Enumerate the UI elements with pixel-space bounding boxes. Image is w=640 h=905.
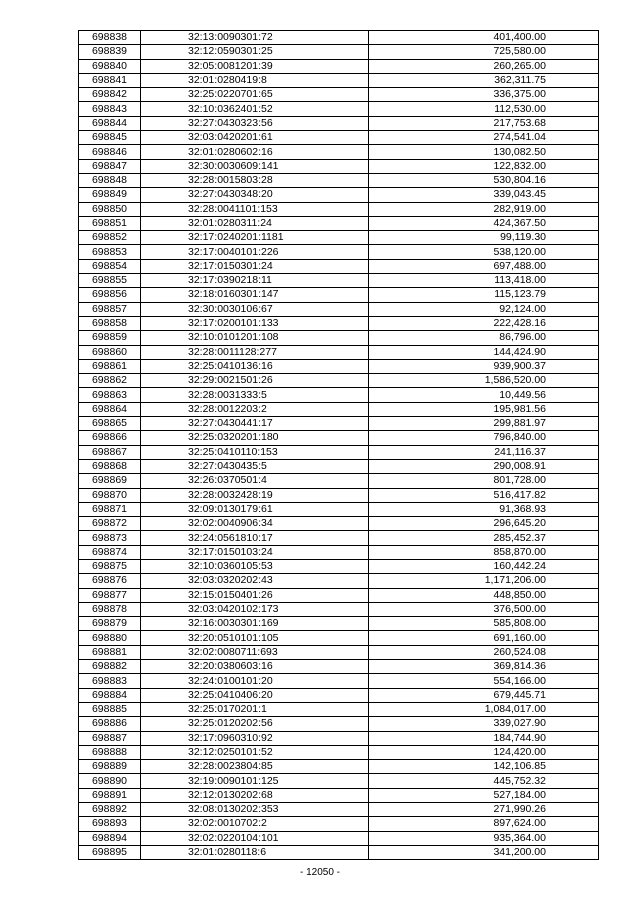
record-number-cell: 698859 xyxy=(79,331,141,345)
table-row xyxy=(79,302,599,316)
record-number-cell: 698838 xyxy=(79,31,141,45)
cadastral-number-cell: 32:24:0561810:17 xyxy=(141,531,369,545)
table-row xyxy=(79,717,599,731)
amount-cell: 897,624.00 xyxy=(369,817,599,831)
cadastral-number-cell: 32:27:0430441:17 xyxy=(141,417,369,431)
record-number-cell: 698895 xyxy=(79,845,141,859)
amount-cell: 142,106.85 xyxy=(369,760,599,774)
table-row xyxy=(79,402,599,416)
record-number-cell: 698871 xyxy=(79,502,141,516)
cadastral-number-cell: 32:28:0041101:153 xyxy=(141,202,369,216)
record-number-cell: 698860 xyxy=(79,345,141,359)
record-number-cell: 698894 xyxy=(79,831,141,845)
table-row xyxy=(79,159,599,173)
record-number-cell: 698847 xyxy=(79,159,141,173)
table-row xyxy=(79,702,599,716)
record-number-cell: 698843 xyxy=(79,102,141,116)
record-number-cell: 698844 xyxy=(79,116,141,130)
amount-cell: 271,990.26 xyxy=(369,803,599,817)
cadastral-number-cell: 32:10:0362401:52 xyxy=(141,102,369,116)
amount-cell: 241,116.37 xyxy=(369,445,599,459)
cadastral-number-cell: 32:28:0012203:2 xyxy=(141,402,369,416)
table-row xyxy=(79,831,599,845)
record-number-cell: 698876 xyxy=(79,574,141,588)
cadastral-number-cell: 32:25:0320201:180 xyxy=(141,431,369,445)
record-number-cell: 698864 xyxy=(79,402,141,416)
amount-cell: 184,744.90 xyxy=(369,731,599,745)
amount-cell: 401,400.00 xyxy=(369,31,599,45)
record-number-cell: 698866 xyxy=(79,431,141,445)
table-row xyxy=(79,388,599,402)
cadastral-number-cell: 32:30:0030106:67 xyxy=(141,302,369,316)
table-row xyxy=(79,545,599,559)
record-number-cell: 698854 xyxy=(79,259,141,273)
table-row xyxy=(79,131,599,145)
amount-cell: 299,881.97 xyxy=(369,417,599,431)
cadastral-number-cell: 32:24:0100101:20 xyxy=(141,674,369,688)
record-number-cell: 698887 xyxy=(79,731,141,745)
amount-cell: 369,814.36 xyxy=(369,660,599,674)
cadastral-number-cell: 32:17:0150103:24 xyxy=(141,545,369,559)
record-number-cell: 698872 xyxy=(79,517,141,531)
amount-cell: 725,580.00 xyxy=(369,45,599,59)
amount-cell: 376,500.00 xyxy=(369,602,599,616)
cadastral-number-cell: 32:13:0090301:72 xyxy=(141,31,369,45)
record-number-cell: 698870 xyxy=(79,488,141,502)
cadastral-number-cell: 32:28:0031333:5 xyxy=(141,388,369,402)
record-number-cell: 698882 xyxy=(79,660,141,674)
table-row xyxy=(79,231,599,245)
table-row xyxy=(79,45,599,59)
amount-cell: 801,728.00 xyxy=(369,474,599,488)
table-row xyxy=(79,216,599,230)
cadastral-number-cell: 32:17:0200101:133 xyxy=(141,316,369,330)
amount-cell: 339,043.45 xyxy=(369,188,599,202)
amount-cell: 554,166.00 xyxy=(369,674,599,688)
table-row xyxy=(79,331,599,345)
table-row xyxy=(79,245,599,259)
cadastral-number-cell: 32:30:0030609:141 xyxy=(141,159,369,173)
amount-cell: 935,364.00 xyxy=(369,831,599,845)
table-row xyxy=(79,459,599,473)
record-number-cell: 698867 xyxy=(79,445,141,459)
table-row xyxy=(79,374,599,388)
amount-cell: 1,084,017.00 xyxy=(369,702,599,716)
amount-cell: 336,375.00 xyxy=(369,88,599,102)
record-number-cell: 698881 xyxy=(79,645,141,659)
record-number-cell: 698869 xyxy=(79,474,141,488)
record-number-cell: 698890 xyxy=(79,774,141,788)
amount-cell: 424,367.50 xyxy=(369,216,599,230)
table-row xyxy=(79,188,599,202)
amount-cell: 290,008.91 xyxy=(369,459,599,473)
record-number-cell: 698892 xyxy=(79,803,141,817)
cadastral-number-cell: 32:17:0040101:226 xyxy=(141,245,369,259)
record-number-cell: 698891 xyxy=(79,788,141,802)
record-number-cell: 698873 xyxy=(79,531,141,545)
amount-cell: 527,184.00 xyxy=(369,788,599,802)
record-number-cell: 698862 xyxy=(79,374,141,388)
amount-cell: 516,417.82 xyxy=(369,488,599,502)
cadastral-number-cell: 32:05:0081201:39 xyxy=(141,59,369,73)
amount-cell: 538,120.00 xyxy=(369,245,599,259)
table-row xyxy=(79,202,599,216)
cadastral-number-cell: 32:01:0280311:24 xyxy=(141,216,369,230)
cadastral-number-cell: 32:01:0280602:16 xyxy=(141,145,369,159)
amount-cell: 130,082.50 xyxy=(369,145,599,159)
cadastral-number-cell: 32:17:0390218:11 xyxy=(141,274,369,288)
cadastral-number-cell: 32:03:0420201:61 xyxy=(141,131,369,145)
cadastral-number-cell: 32:26:0370501:4 xyxy=(141,474,369,488)
table-row xyxy=(79,102,599,116)
cadastral-number-cell: 32:29:0021501:26 xyxy=(141,374,369,388)
amount-cell: 222,428.16 xyxy=(369,316,599,330)
ledger-body xyxy=(79,31,599,860)
cadastral-number-cell: 32:17:0150301:24 xyxy=(141,259,369,273)
cadastral-number-cell: 32:28:0023804:85 xyxy=(141,760,369,774)
table-row xyxy=(79,173,599,187)
table-row xyxy=(79,660,599,674)
amount-cell: 362,311.75 xyxy=(369,73,599,87)
cadastral-number-cell: 32:27:0430348:20 xyxy=(141,188,369,202)
table-row xyxy=(79,31,599,45)
table-row xyxy=(79,803,599,817)
cadastral-number-cell: 32:08:0130202:353 xyxy=(141,803,369,817)
cadastral-number-cell: 32:09:0130179:61 xyxy=(141,502,369,516)
record-number-cell: 698849 xyxy=(79,188,141,202)
cadastral-number-cell: 32:27:0430323:56 xyxy=(141,116,369,130)
amount-cell: 939,900.37 xyxy=(369,359,599,373)
table-row xyxy=(79,745,599,759)
record-number-cell: 698863 xyxy=(79,388,141,402)
amount-cell: 448,850.00 xyxy=(369,588,599,602)
cadastral-number-cell: 32:25:0170201:1 xyxy=(141,702,369,716)
cadastral-number-cell: 32:03:0420102:173 xyxy=(141,602,369,616)
cadastral-number-cell: 32:25:0410110:153 xyxy=(141,445,369,459)
cadastral-number-cell: 32:27:0430435:5 xyxy=(141,459,369,473)
cadastral-number-cell: 32:12:0590301:25 xyxy=(141,45,369,59)
amount-cell: 530,804.16 xyxy=(369,173,599,187)
record-number-cell: 698852 xyxy=(79,231,141,245)
record-number-cell: 698886 xyxy=(79,717,141,731)
table-row xyxy=(79,602,599,616)
amount-cell: 274,541.04 xyxy=(369,131,599,145)
amount-cell: 285,452.37 xyxy=(369,531,599,545)
record-number-cell: 698893 xyxy=(79,817,141,831)
record-number-cell: 698865 xyxy=(79,417,141,431)
record-number-cell: 698861 xyxy=(79,359,141,373)
record-number-cell: 698845 xyxy=(79,131,141,145)
record-number-cell: 698889 xyxy=(79,760,141,774)
table-row xyxy=(79,145,599,159)
table-row xyxy=(79,417,599,431)
amount-cell: 217,753.68 xyxy=(369,116,599,130)
record-number-cell: 698875 xyxy=(79,559,141,573)
record-number-cell: 698879 xyxy=(79,617,141,631)
table-row xyxy=(79,574,599,588)
amount-cell: 195,981.56 xyxy=(369,402,599,416)
amount-cell: 585,808.00 xyxy=(369,617,599,631)
cadastral-number-cell: 32:25:0220701:65 xyxy=(141,88,369,102)
amount-cell: 339,027.90 xyxy=(369,717,599,731)
amount-cell: 691,160.00 xyxy=(369,631,599,645)
record-number-cell: 698885 xyxy=(79,702,141,716)
cadastral-number-cell: 32:02:0220104:101 xyxy=(141,831,369,845)
record-number-cell: 698850 xyxy=(79,202,141,216)
amount-cell: 124,420.00 xyxy=(369,745,599,759)
record-number-cell: 698846 xyxy=(79,145,141,159)
table-row xyxy=(79,274,599,288)
table-row xyxy=(79,845,599,859)
table-row xyxy=(79,259,599,273)
amount-cell: 296,645.20 xyxy=(369,517,599,531)
table-row xyxy=(79,531,599,545)
table-row xyxy=(79,88,599,102)
table-row xyxy=(79,674,599,688)
amount-cell: 282,919.00 xyxy=(369,202,599,216)
table-row xyxy=(79,774,599,788)
cadastral-number-cell: 32:17:0960310:92 xyxy=(141,731,369,745)
amount-cell: 260,265.00 xyxy=(369,59,599,73)
record-number-cell: 698855 xyxy=(79,274,141,288)
cadastral-number-cell: 32:16:0030301:169 xyxy=(141,617,369,631)
amount-cell: 112,530.00 xyxy=(369,102,599,116)
table-row xyxy=(79,116,599,130)
cadastral-number-cell: 32:15:0150401:26 xyxy=(141,588,369,602)
amount-cell: 858,870.00 xyxy=(369,545,599,559)
table-row xyxy=(79,431,599,445)
amount-cell: 160,442.24 xyxy=(369,559,599,573)
amount-cell: 10,449.56 xyxy=(369,388,599,402)
table-row xyxy=(79,488,599,502)
record-number-cell: 698848 xyxy=(79,173,141,187)
record-number-cell: 698857 xyxy=(79,302,141,316)
cadastral-number-cell: 32:10:0101201:108 xyxy=(141,331,369,345)
table-row xyxy=(79,316,599,330)
cadastral-number-cell: 32:02:0040906:34 xyxy=(141,517,369,531)
cadastral-number-cell: 32:28:0011128:277 xyxy=(141,345,369,359)
record-number-cell: 698839 xyxy=(79,45,141,59)
table-row xyxy=(79,445,599,459)
table-row xyxy=(79,760,599,774)
table-row xyxy=(79,631,599,645)
cadastral-number-cell: 32:12:0250101:52 xyxy=(141,745,369,759)
table-row xyxy=(79,788,599,802)
record-number-cell: 698878 xyxy=(79,602,141,616)
record-number-cell: 698851 xyxy=(79,216,141,230)
record-number-cell: 698874 xyxy=(79,545,141,559)
cadastral-number-cell: 32:12:0130202:68 xyxy=(141,788,369,802)
cadastral-number-cell: 32:03:0320202:43 xyxy=(141,574,369,588)
record-number-cell: 698888 xyxy=(79,745,141,759)
cadastral-number-cell: 32:02:0010702:2 xyxy=(141,817,369,831)
cadastral-number-cell: 32:01:0280419:8 xyxy=(141,73,369,87)
cadastral-number-cell: 32:25:0410406:20 xyxy=(141,688,369,702)
amount-cell: 341,200.00 xyxy=(369,845,599,859)
amount-cell: 115,123.79 xyxy=(369,288,599,302)
table-row xyxy=(79,359,599,373)
amount-cell: 445,752.32 xyxy=(369,774,599,788)
amount-cell: 1,171,206.00 xyxy=(369,574,599,588)
amount-cell: 144,424.90 xyxy=(369,345,599,359)
table-row xyxy=(79,502,599,516)
cadastral-number-cell: 32:28:0032428:19 xyxy=(141,488,369,502)
cadastral-number-cell: 32:01:0280118:6 xyxy=(141,845,369,859)
table-row xyxy=(79,559,599,573)
table-row xyxy=(79,645,599,659)
page-number: - 12050 - xyxy=(299,867,341,878)
amount-cell: 679,445.71 xyxy=(369,688,599,702)
record-number-cell: 698858 xyxy=(79,316,141,330)
record-number-cell: 698880 xyxy=(79,631,141,645)
table-row xyxy=(79,517,599,531)
amount-cell: 99,119.30 xyxy=(369,231,599,245)
amount-cell: 122,832.00 xyxy=(369,159,599,173)
record-number-cell: 698856 xyxy=(79,288,141,302)
amount-cell: 92,124.00 xyxy=(369,302,599,316)
record-number-cell: 698840 xyxy=(79,59,141,73)
amount-cell: 86,796.00 xyxy=(369,331,599,345)
amount-cell: 697,488.00 xyxy=(369,259,599,273)
record-number-cell: 698883 xyxy=(79,674,141,688)
amount-cell: 796,840.00 xyxy=(369,431,599,445)
record-number-cell: 698853 xyxy=(79,245,141,259)
table-row xyxy=(79,474,599,488)
table-row xyxy=(79,345,599,359)
amount-cell: 1,586,520.00 xyxy=(369,374,599,388)
record-number-cell: 698842 xyxy=(79,88,141,102)
amount-cell: 260,524.08 xyxy=(369,645,599,659)
cadastral-number-cell: 32:20:0510101:105 xyxy=(141,631,369,645)
table-row xyxy=(79,588,599,602)
amount-cell: 113,418.00 xyxy=(369,274,599,288)
cadastral-number-cell: 32:17:0240201:1181 xyxy=(141,231,369,245)
table-row xyxy=(79,731,599,745)
table-row xyxy=(79,817,599,831)
record-number-cell: 698868 xyxy=(79,459,141,473)
cadastral-number-cell: 32:28:0015803:28 xyxy=(141,173,369,187)
record-number-cell: 698841 xyxy=(79,73,141,87)
cadastral-number-cell: 32:19:0090101:125 xyxy=(141,774,369,788)
table-row xyxy=(79,688,599,702)
ledger-table xyxy=(78,30,599,860)
cadastral-number-cell: 32:10:0360105:53 xyxy=(141,559,369,573)
table-row xyxy=(79,73,599,87)
cadastral-number-cell: 32:25:0120202:56 xyxy=(141,717,369,731)
table-row xyxy=(79,59,599,73)
cadastral-number-cell: 32:18:0160301:147 xyxy=(141,288,369,302)
amount-cell: 91,368.93 xyxy=(369,502,599,516)
record-number-cell: 698884 xyxy=(79,688,141,702)
record-number-cell: 698877 xyxy=(79,588,141,602)
cadastral-number-cell: 32:20:0380603:16 xyxy=(141,660,369,674)
cadastral-number-cell: 32:25:0410136:16 xyxy=(141,359,369,373)
table-row xyxy=(79,288,599,302)
table-row xyxy=(79,617,599,631)
cadastral-number-cell: 32:02:0080711:693 xyxy=(141,645,369,659)
